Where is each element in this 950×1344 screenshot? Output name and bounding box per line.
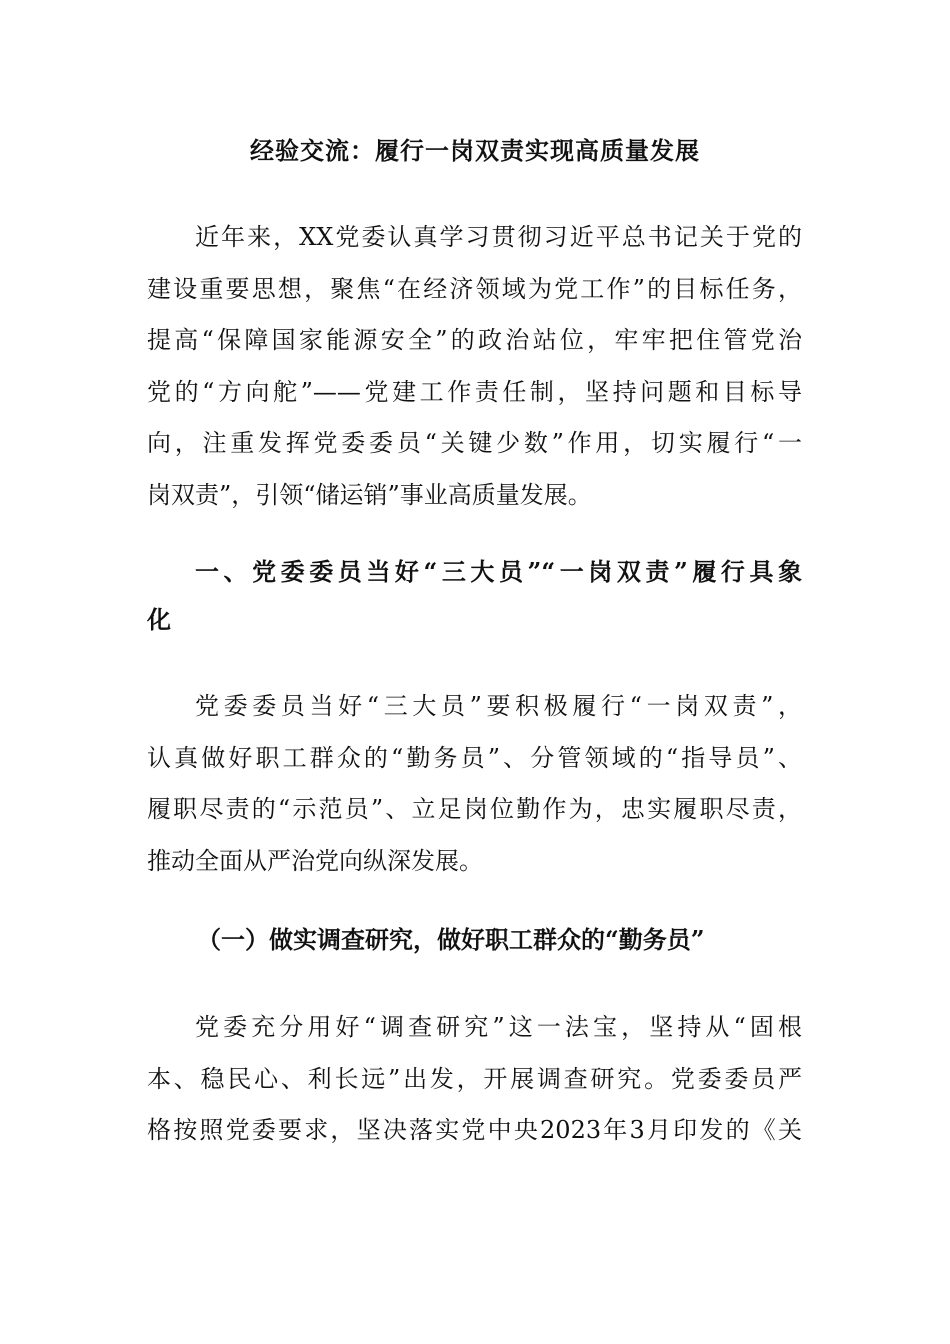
paragraph-line: 党委充分用好“调查研究”这一法宝，坚持从“固根 — [195, 1013, 802, 1041]
paragraph-line: 党委委员当好“三大员”要积极履行“一岗双责”， — [195, 692, 802, 720]
document-title: 经验交流：履行一岗双责实现高质量发展 — [250, 136, 700, 165]
paragraph-line: 近年来，XX党委认真学习贯彻习近平总书记关于党的 — [195, 223, 802, 251]
section-paragraph — [147, 681, 802, 887]
heading-line: （一）做实调查研究，做好职工群众的“勤务员” — [197, 925, 705, 954]
paragraph-line: 党的“方向舵”——党建工作责任制，坚持问题和目标导 — [147, 377, 802, 406]
intro-paragraph — [147, 212, 802, 521]
paragraph-line: 履职尽责的“示范员”、立足岗位勤作为，忠实履职尽责， — [147, 795, 802, 823]
paragraph-line: 格按照党委要求，坚决落实党中央2023年3月印发的《关 — [147, 1116, 802, 1144]
section-heading — [147, 548, 802, 644]
paragraph-line: 岗双责”，引领“储运销”事业高质量发展。 — [147, 480, 592, 509]
heading-line: 一、党委委员当好“三大员”“一岗双责”履行具象 — [195, 557, 802, 586]
paragraph-line: 提高“保障国家能源安全”的政治站位，牢牢把住管党治 — [147, 326, 802, 354]
paragraph-line: 认真做好职工群众的“勤务员”、分管领域的“指导员”、 — [147, 743, 802, 772]
heading-line: 化 — [147, 605, 171, 634]
paragraph-line: 向，注重发挥党委委员“关键少数”作用，切实履行“一 — [147, 429, 802, 457]
subsection-paragraph — [147, 1002, 802, 1157]
paragraph-line: 推动全面从严治党向纵深发展。 — [147, 846, 483, 875]
paragraph-line: 本、稳民心、利长远”出发，开展调查研究。党委委员严 — [147, 1064, 802, 1093]
paragraph-line: 建设重要思想，聚焦“在经济领域为党工作”的目标任务， — [147, 274, 802, 303]
subsection-heading — [147, 914, 802, 966]
